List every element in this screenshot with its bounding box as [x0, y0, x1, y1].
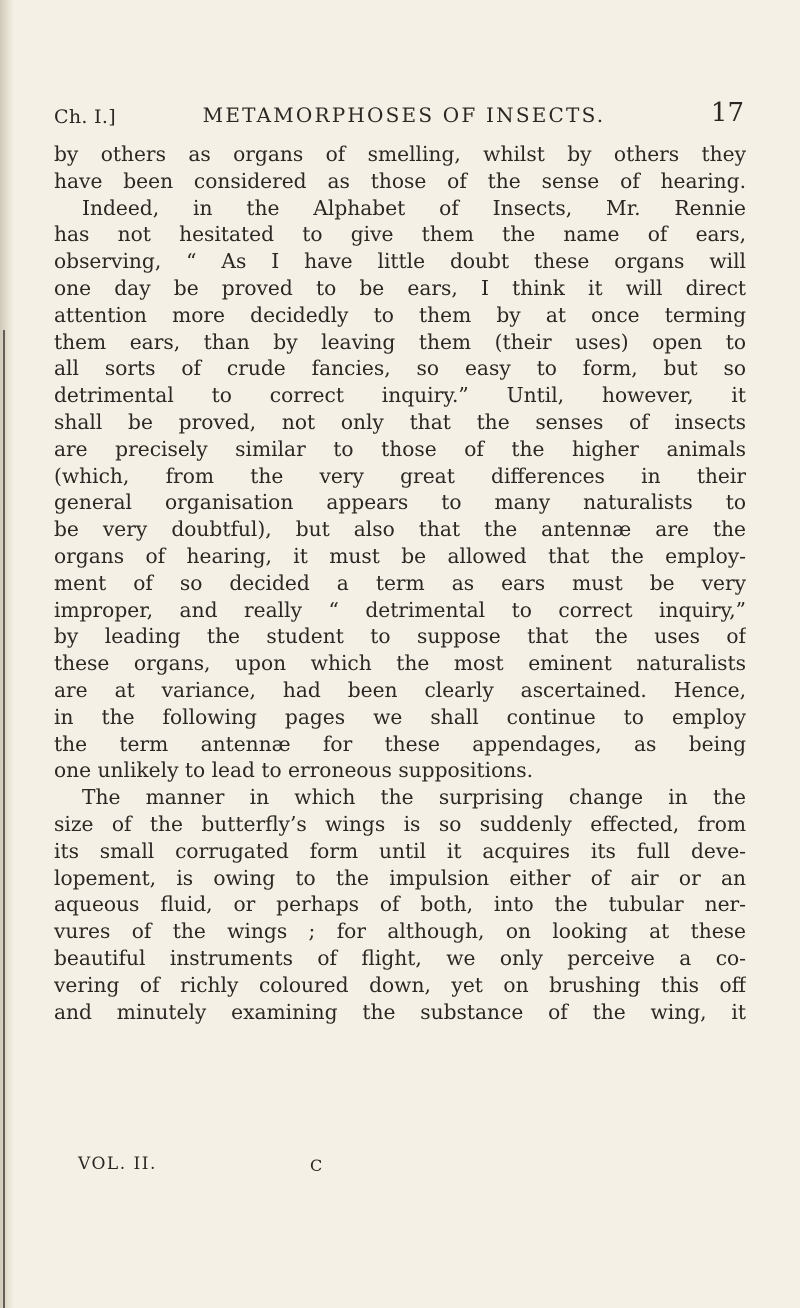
- running-header: [54, 92, 744, 132]
- text-line: lopement, is owing to the impulsion either of air or an: [54, 865, 746, 890]
- volume-marker: VOL. II.: [78, 1154, 157, 1174]
- text-line: all sorts of crude fancies, so easy to form, but so: [54, 356, 746, 381]
- text-line: shall be proved, not only that the senses of insects: [54, 409, 746, 434]
- text-line: one unlikely to lead to erroneous suppositions.: [54, 758, 533, 783]
- text-line: in the following pages we shall continue to employ: [54, 704, 746, 729]
- text-line: vures of the wings ; for although, on looking at these: [54, 919, 746, 944]
- text-line: The manner in which the surprising change in the: [82, 785, 746, 810]
- text-line: are precisely similar to those of the higher animals: [54, 436, 746, 461]
- text-line: observing, “ As I have little doubt these organs will: [54, 249, 746, 274]
- chapter-marker: Ch. I.]: [54, 106, 116, 128]
- page-footer: [78, 1154, 478, 1178]
- text-line: Indeed, in the Alphabet of Insects, Mr. Rennie: [82, 195, 746, 220]
- text-line: by others as organs of smelling, whilst by others they: [54, 142, 746, 166]
- text-line: improper, and really “ detrimental to correct inquiry,”: [54, 597, 746, 622]
- text-line: beautiful instruments of flight, we only perceive a co-: [54, 945, 746, 970]
- text-line: one day be proved to be ears, I think it will direct: [54, 275, 746, 300]
- text-line: size of the butterfly’s wings is so suddenly effected, from: [54, 811, 746, 836]
- signature-mark: C: [310, 1156, 324, 1175]
- body-text: [54, 141, 746, 1025]
- text-line: are at variance, had been clearly ascertained. Hence,: [54, 677, 746, 702]
- text-line: (which, from the very great differences in their: [54, 463, 746, 488]
- text-line: the term antennæ for these appendages, as being: [54, 731, 746, 756]
- text-line: vering of richly coloured down, yet on brushing this off: [54, 972, 746, 997]
- running-title: METAMORPHOSES OF INSECTS.: [202, 103, 606, 127]
- text-line: aqueous fluid, or perhaps of both, into the tubular ner-: [54, 892, 746, 917]
- page-number: 17: [710, 98, 744, 128]
- binding-edge-line: [3, 330, 5, 1308]
- text-line: ment of so decided a term as ears must be very: [54, 570, 746, 595]
- text-line: these organs, upon which the most eminent naturalists: [54, 651, 746, 676]
- text-line: by leading the student to suppose that the uses of: [54, 624, 746, 649]
- text-line: attention more decidedly to them by at once terming: [54, 302, 746, 327]
- text-line: detrimental to correct inquiry.” Until, however, it: [54, 383, 746, 408]
- text-line: organs of hearing, it must be allowed that the employ-: [54, 543, 746, 568]
- text-line: be very doubtful), but also that the antennæ are the: [54, 517, 746, 542]
- text-line: general organisation appears to many naturalists to: [54, 490, 746, 515]
- text-line: them ears, than by leaving them (their uses) open to: [54, 329, 746, 354]
- text-line: its small corrugated form until it acquires its full deve-: [54, 838, 746, 863]
- text-line: has not hesitated to give them the name of ears,: [54, 222, 746, 247]
- text-line: have been considered as those of the sense of hearing.: [54, 168, 746, 193]
- text-line: and minutely examining the substance of the wing, it: [54, 999, 746, 1024]
